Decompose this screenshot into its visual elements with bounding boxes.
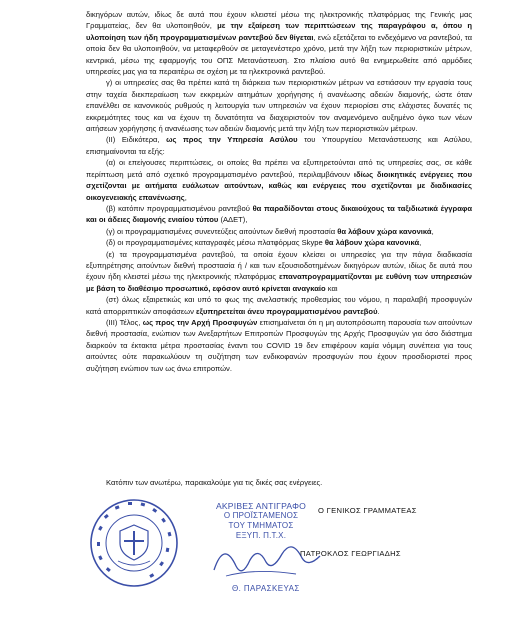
paragraph-text: (στ) όλως εξαιρετικώς και υπό το φως της ανελαστικής προθεσμίας του νόμου, η παραλαβή προσφυγών κατά απορριπτικών αποφάσεων [86, 295, 472, 316]
letter-paragraph [86, 294, 472, 317]
letter-paragraph [86, 157, 472, 203]
letter-paragraph [86, 9, 472, 77]
signatory-name: ΠΑΤΡΟΚΛΟΣ ΓΕΩΡΓΙΑΔΗΣ [300, 549, 401, 558]
paragraph-text: , [419, 238, 422, 248]
emphasized-text: ως προς την Υπηρεσία Ασύλου [166, 135, 298, 145]
letter-paragraph [86, 317, 472, 374]
letter-paragraph [86, 237, 472, 248]
emphasized-text: με την εξαίρεση των περιπτώσεων της παραγράφου α, όπου η υλοποίηση των ήδη προγραμματισμένων ραντεβού δεν θίγεται [86, 21, 472, 42]
official-seal-stamp [88, 497, 180, 589]
stamp-line-4: ΕΞΥΠ. Π.Τ.Χ. [235, 531, 287, 540]
paragraph-text: επισημαίνεται ότι η μη αυτοπρόσωπη παρουσία των αιτούντων διεθνή προστασία, ενώπιον των Ανεξαρτήτων Επιτροπών Προσφυγών της Αρχής Προσφυγών για όσο διάστημα διαρκούν τα έκτακτα μέτρα προστασίας έναντι του COVID 19 δεν επιφέρουν καμία νόμιμη συνέπεια για τους αιτούντες ούτε παρακωλύουν τη συζήτηση των ενδικοφανών προσφυγών που έχουν προσδιοριστεί προς συζήτηση ενώπιον των ως άνω επιτροπών. [86, 317, 472, 373]
emphasized-text: θα λάβουν χώρα κανονικά [324, 238, 420, 248]
paragraph-text: και [325, 283, 338, 293]
closing-line: Κατόπιν των ανωτέρω, παρακαλούμε για τις δικές σας ενέργειες. [106, 478, 323, 487]
paragraph-text: (δ) οι προγραμματισμένες καταγραφές μέσω πλατφόρμας Skype [106, 238, 325, 248]
paragraph-text: . [377, 306, 380, 316]
letter-paragraph [86, 203, 472, 226]
paragraph-text: , [431, 226, 434, 236]
letter-body [86, 9, 472, 374]
letter-paragraph [86, 134, 472, 157]
stamp-line-1: ΑΚΡΙΒΕΣ ΑΝΤΙΓΡΑΦΟ [215, 501, 307, 511]
paragraph-text: γ) οι υπηρεσίες σας θα πρέπει κατά τη διάρκεια των περιοριστικών μέτρων να εστιάσουν την εργασία τους στην ταχεία διεκπεραίωση των εκκρεμών αιτημάτων χορήγησης ή ανανέωσης αδειών διαμονής, ώστε όταν επανέλθει σε κανονικούς ρυθμούς η λειτουργία των υπηρεσιών να έχουν περιορίσει στις ελάχιστες δυνατές τις εκκρεμότητες τους και να έχουν τη δυνατότητα να διαχειριστούν τον αναμενόμενο αυξημένο όγκο των νέων αιτήσεων χορήγησης ή ανανέωσης των αδειών διαμονής μετά την λήξη των περιοριστικών μέτρων. [86, 78, 472, 134]
emphasized-text: ως προς την Αρχή Προσφυγών [142, 317, 258, 327]
emphasized-text: θα λάβουν χώρα κανονικά [337, 226, 432, 236]
emphasized-text: εξυπηρετείται άνευ προγραμματισμένου ραντεβού [196, 306, 378, 316]
paragraph-text: (ΙΙΙ) Τέλος, [106, 317, 143, 327]
letter-paragraph [86, 77, 472, 134]
emphasized-text: ιδίως διοικητικές ενέργειες που σχετίζονται με αιτήματα ευάλωτων αιτούντων, καθώς και ενέργειες που σχετίζονται με διαδικασίες οικογενειακής επανένωσης [86, 169, 472, 202]
stamp-line-2: Ο ΠΡΟΪΣΤΑΜΕΝΟΣ [223, 511, 299, 520]
paragraph-text: (γ) οι προγραμματισμένες συνεντεύξεις αιτούντων διεθνή προστασία [106, 226, 338, 236]
paragraph-text: (ΙΙ) Ειδικότερα, [106, 135, 167, 145]
paragraph-text: (α) οι επείγουσες περιπτώσεις, οι οποίες θα πρέπει να εξυπηρετούνται από τις υπηρεσίες σας, σε κάθε περίπτωση μετά από σχετικό προγραμματισμένο ραντεβού, περιλαμβάνουν [86, 158, 472, 179]
emphasized-text: επαναπρογραμματίζονται με ευθύνη των υπηρεσιών με βάση το διαθέσιμο προσωπικό, εφόσον αυτό κρίνεται αναγκαίο [86, 272, 472, 293]
paragraph-text: του Υπουργείου Μετανάστευσης και Ασύλου, επισημαίνονται τα εξής: [86, 135, 472, 156]
letter-paragraph [86, 226, 472, 237]
paragraph-text: (ε) τα προγραμματισμένα ραντεβού, τα οποία έχουν κλείσει οι υπηρεσίες για την πάγια διαδικασία εξυπηρέτησης αιτούντων διεθνή προστασία ή / και των εξουσιοδοτημένων δικηγόρων αυτών, ιδίως δε αυτά που έχουν ήδη κλειστεί μέσω της ηλεκτρονικής πλατφόρμας [86, 249, 472, 282]
paragraph-text: δικηγόρων αυτών, ιδίως δε αυτά που έχουν κλειστεί μέσω της ηλεκτρονικής πλατφόρμας της Γενικής μας Γραμματείας, δεν θα υλοποιηθούν, [86, 10, 472, 31]
handwritten-signature [208, 536, 328, 584]
certified-copy-stamp [206, 501, 316, 541]
paragraph-text: , ενώ εξετάζεται το ενδεχόμενο να ραντεβού, τα οποία δεν θα υλοποιηθούν, να μεταφερθούν σε μεταγενέστερο χρόνο, μετά την λήξη των περιοριστικών μέτρων, κεντρικά, μέσω της εφαρμογής του ΟΠΣ Μετανάστευση. Στο πλαίσιο αυτό θα ενημερωθείτε από αρμόδιες υπηρεσίες μας για τα περαιτέρω σε σχέση με τα ηλεκτρονικά ραντεβού. [86, 32, 472, 77]
emphasized-text: θα παραδίδονται στους δικαιούχους τα ταξιδιωτικά έγγραφα και οι άδειες διαμονής ενιαίου τύπου [86, 203, 472, 225]
stamp-line-3: ΤΟΥ ΤΜΗΜΑΤΟΣ [228, 521, 294, 530]
stamp-signer-name: Θ. ΠΑΡΑΣΚΕΥΑΣ [232, 584, 300, 593]
paragraph-text: , [184, 192, 187, 202]
signatory-title: Ο ΓΕΝΙΚΟΣ ΓΡΑΜΜΑΤΕΑΣ [318, 506, 417, 515]
paragraph-text: (ΑΔΕΤ), [218, 215, 248, 225]
paragraph-text: (β) κατόπιν προγραμματισμένου ραντεβού [106, 203, 253, 213]
letter-paragraph [86, 249, 472, 295]
